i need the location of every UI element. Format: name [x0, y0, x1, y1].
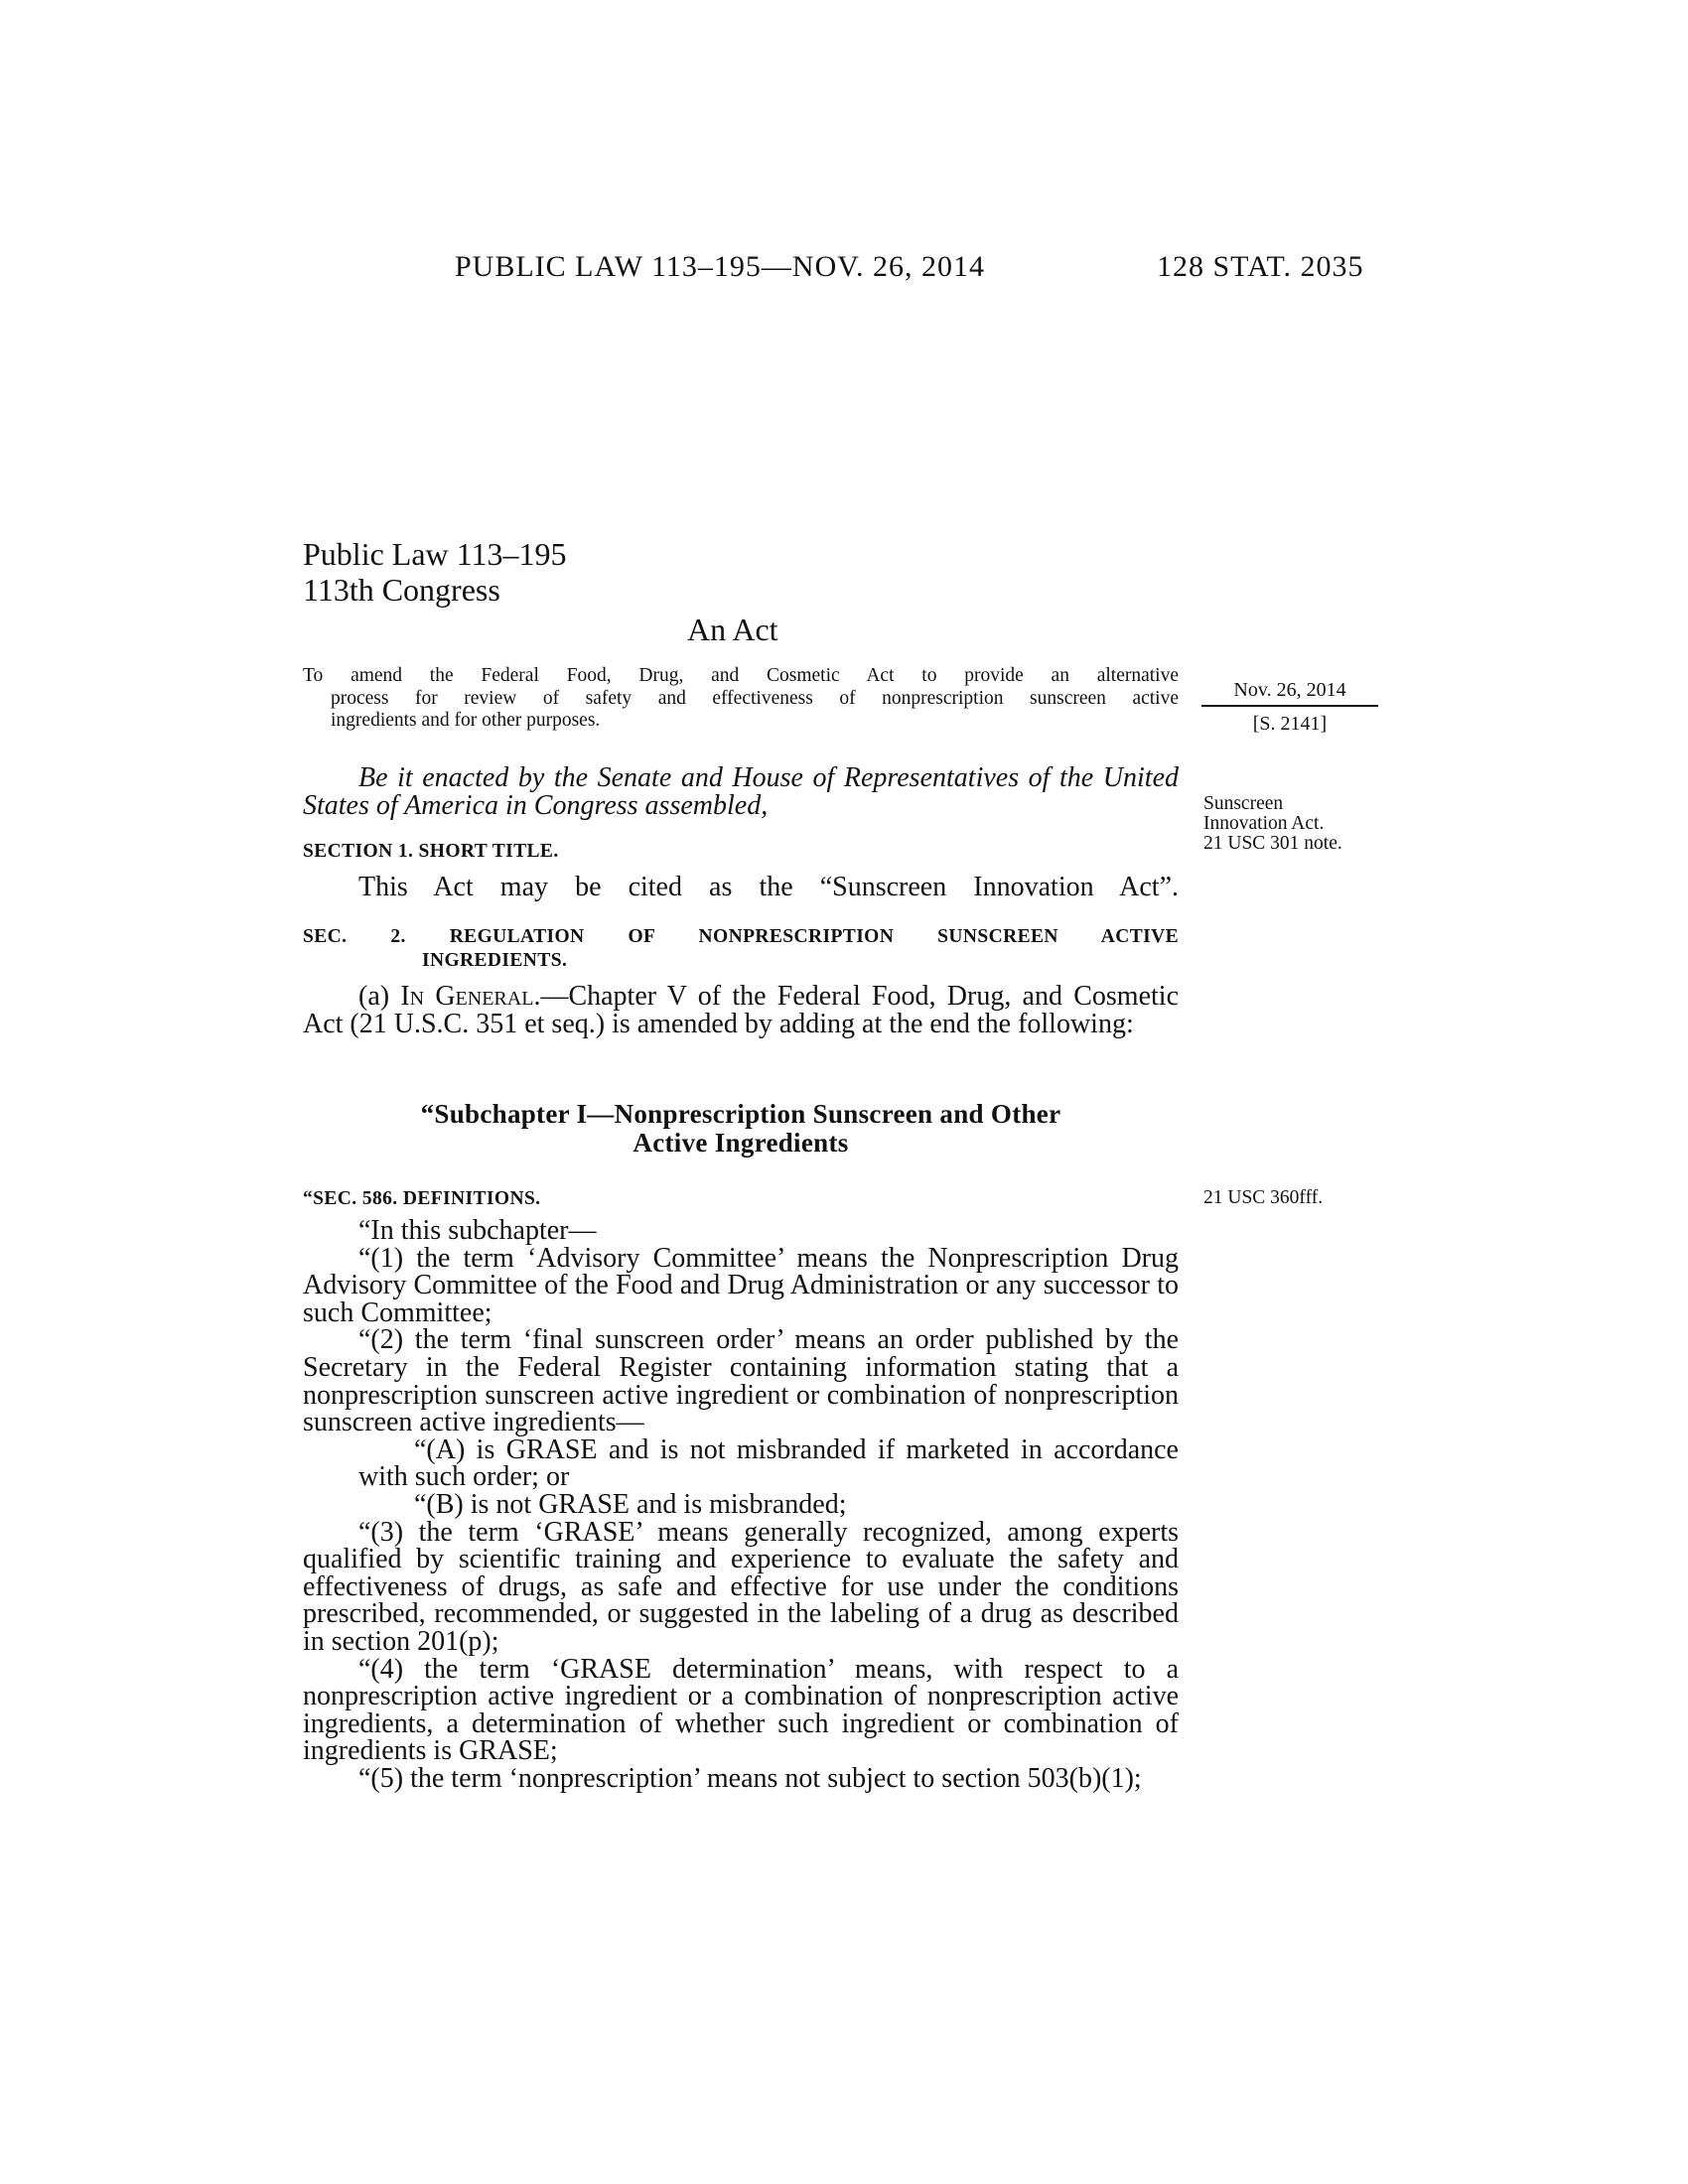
section-586-heading: “SEC. 586. DEFINITIONS.	[303, 1188, 541, 1209]
long-title-line: ingredients and for other purposes.	[331, 710, 601, 731]
margin-note-line: Sunscreen	[1203, 793, 1284, 814]
margin-note-rule	[1201, 705, 1378, 707]
law-number: Public Law 113–195	[303, 536, 567, 572]
definition-2-a: “(A) is GRASE and is not misbranded if marketed in accordance with such order; or	[358, 1433, 1179, 1493]
section-1-heading: SECTION 1. SHORT TITLE.	[303, 841, 559, 862]
subsection-a-text: .—Chapter V of the Federal Food, Drug, and Cosmetic Act (21 U.S.C. 351 et seq.) is amended by adding at the end the following:	[303, 981, 1179, 1039]
definitions-body	[303, 1217, 1179, 1792]
definition-5: “(5) the term ‘nonprescription’ means not subject to section 503(b)(1);	[358, 1762, 1142, 1794]
congress: 113th Congress	[303, 572, 500, 608]
running-head: PUBLIC LAW 113–195—NOV. 26, 2014	[455, 250, 986, 283]
enacting-clause: Be it enacted by the Senate and House of Representatives of the United States of America in Congress assembled,	[303, 762, 1179, 821]
margin-note-line: 21 USC 301 note.	[1203, 833, 1342, 854]
margin-note-definitions: 21 USC 360fff.	[1203, 1187, 1324, 1208]
law-title-block	[303, 536, 566, 608]
subchapter-heading	[303, 1100, 1179, 1158]
section-1-text: This Act may be cited as the “Sunscreen Innovation Act”.	[358, 872, 1179, 902]
subsection-a	[303, 983, 1179, 1038]
definition-1: “(1) the term ‘Advisory Committee’ means the Nonprescription Drug Advisory Committee of the Food and Drug Administration or any successor to such Committee;	[303, 1242, 1179, 1328]
definition-2: “(2) the term ‘final sunscreen order’ means an order published by the Secretary in the Federal Register containing information stating that a nonprescription sunscreen active ingredient or combination of nonprescription sunscreen active ingredients—	[303, 1324, 1179, 1438]
long-title-line: process for review of safety and effectiveness of nonprescription sunscreen active	[331, 687, 1179, 709]
act-heading: An Act	[687, 612, 778, 647]
definition-3: “(3) the term ‘GRASE’ means generally recognized, among experts qualified by scientific training and experience to evaluate the safety and effectiveness of drugs, as safe and effective for use under the conditions prescribed, recommended, or suggested in the labeling of a drug as described in section 201(p);	[303, 1516, 1179, 1657]
definition-4: “(4) the term ‘GRASE determination’ means, with respect to a nonprescription active ingredient or a combination of nonprescription active ingredients, a determination of whether such ingredient or combination of ingredients is GRASE;	[303, 1653, 1179, 1767]
subchapter-heading-line: “Subchapter I—Nonprescription Sunscreen and Other	[420, 1099, 1061, 1129]
margin-note-short-title	[1203, 794, 1342, 854]
subsection-a-caption: In General	[400, 981, 534, 1012]
definition-2-b: “(B) is not GRASE and is misbranded;	[414, 1488, 847, 1520]
definitions-intro: “In this subchapter—	[358, 1215, 597, 1246]
long-title	[303, 665, 1179, 733]
section-2-heading	[303, 925, 1179, 973]
margin-note-bill: [S. 2141]	[1252, 713, 1328, 735]
margin-note-date: Nov. 26, 2014	[1233, 679, 1346, 701]
stat-page-number: 128 STAT. 2035	[1157, 250, 1364, 283]
section-2-heading-line: SEC. 2. REGULATION OF NONPRESCRIPTION SUNSCREEN ACTIVE	[303, 926, 1179, 947]
long-title-line: To amend the Federal Food, Drug, and Cosmetic Act to provide an alternative	[303, 665, 1179, 686]
subsection-a-prefix: (a)	[358, 981, 401, 1012]
margin-note-line: Innovation Act.	[1203, 813, 1325, 834]
subchapter-heading-line: Active Ingredients	[633, 1128, 849, 1158]
section-2-heading-line: INGREDIENTS.	[422, 950, 568, 971]
